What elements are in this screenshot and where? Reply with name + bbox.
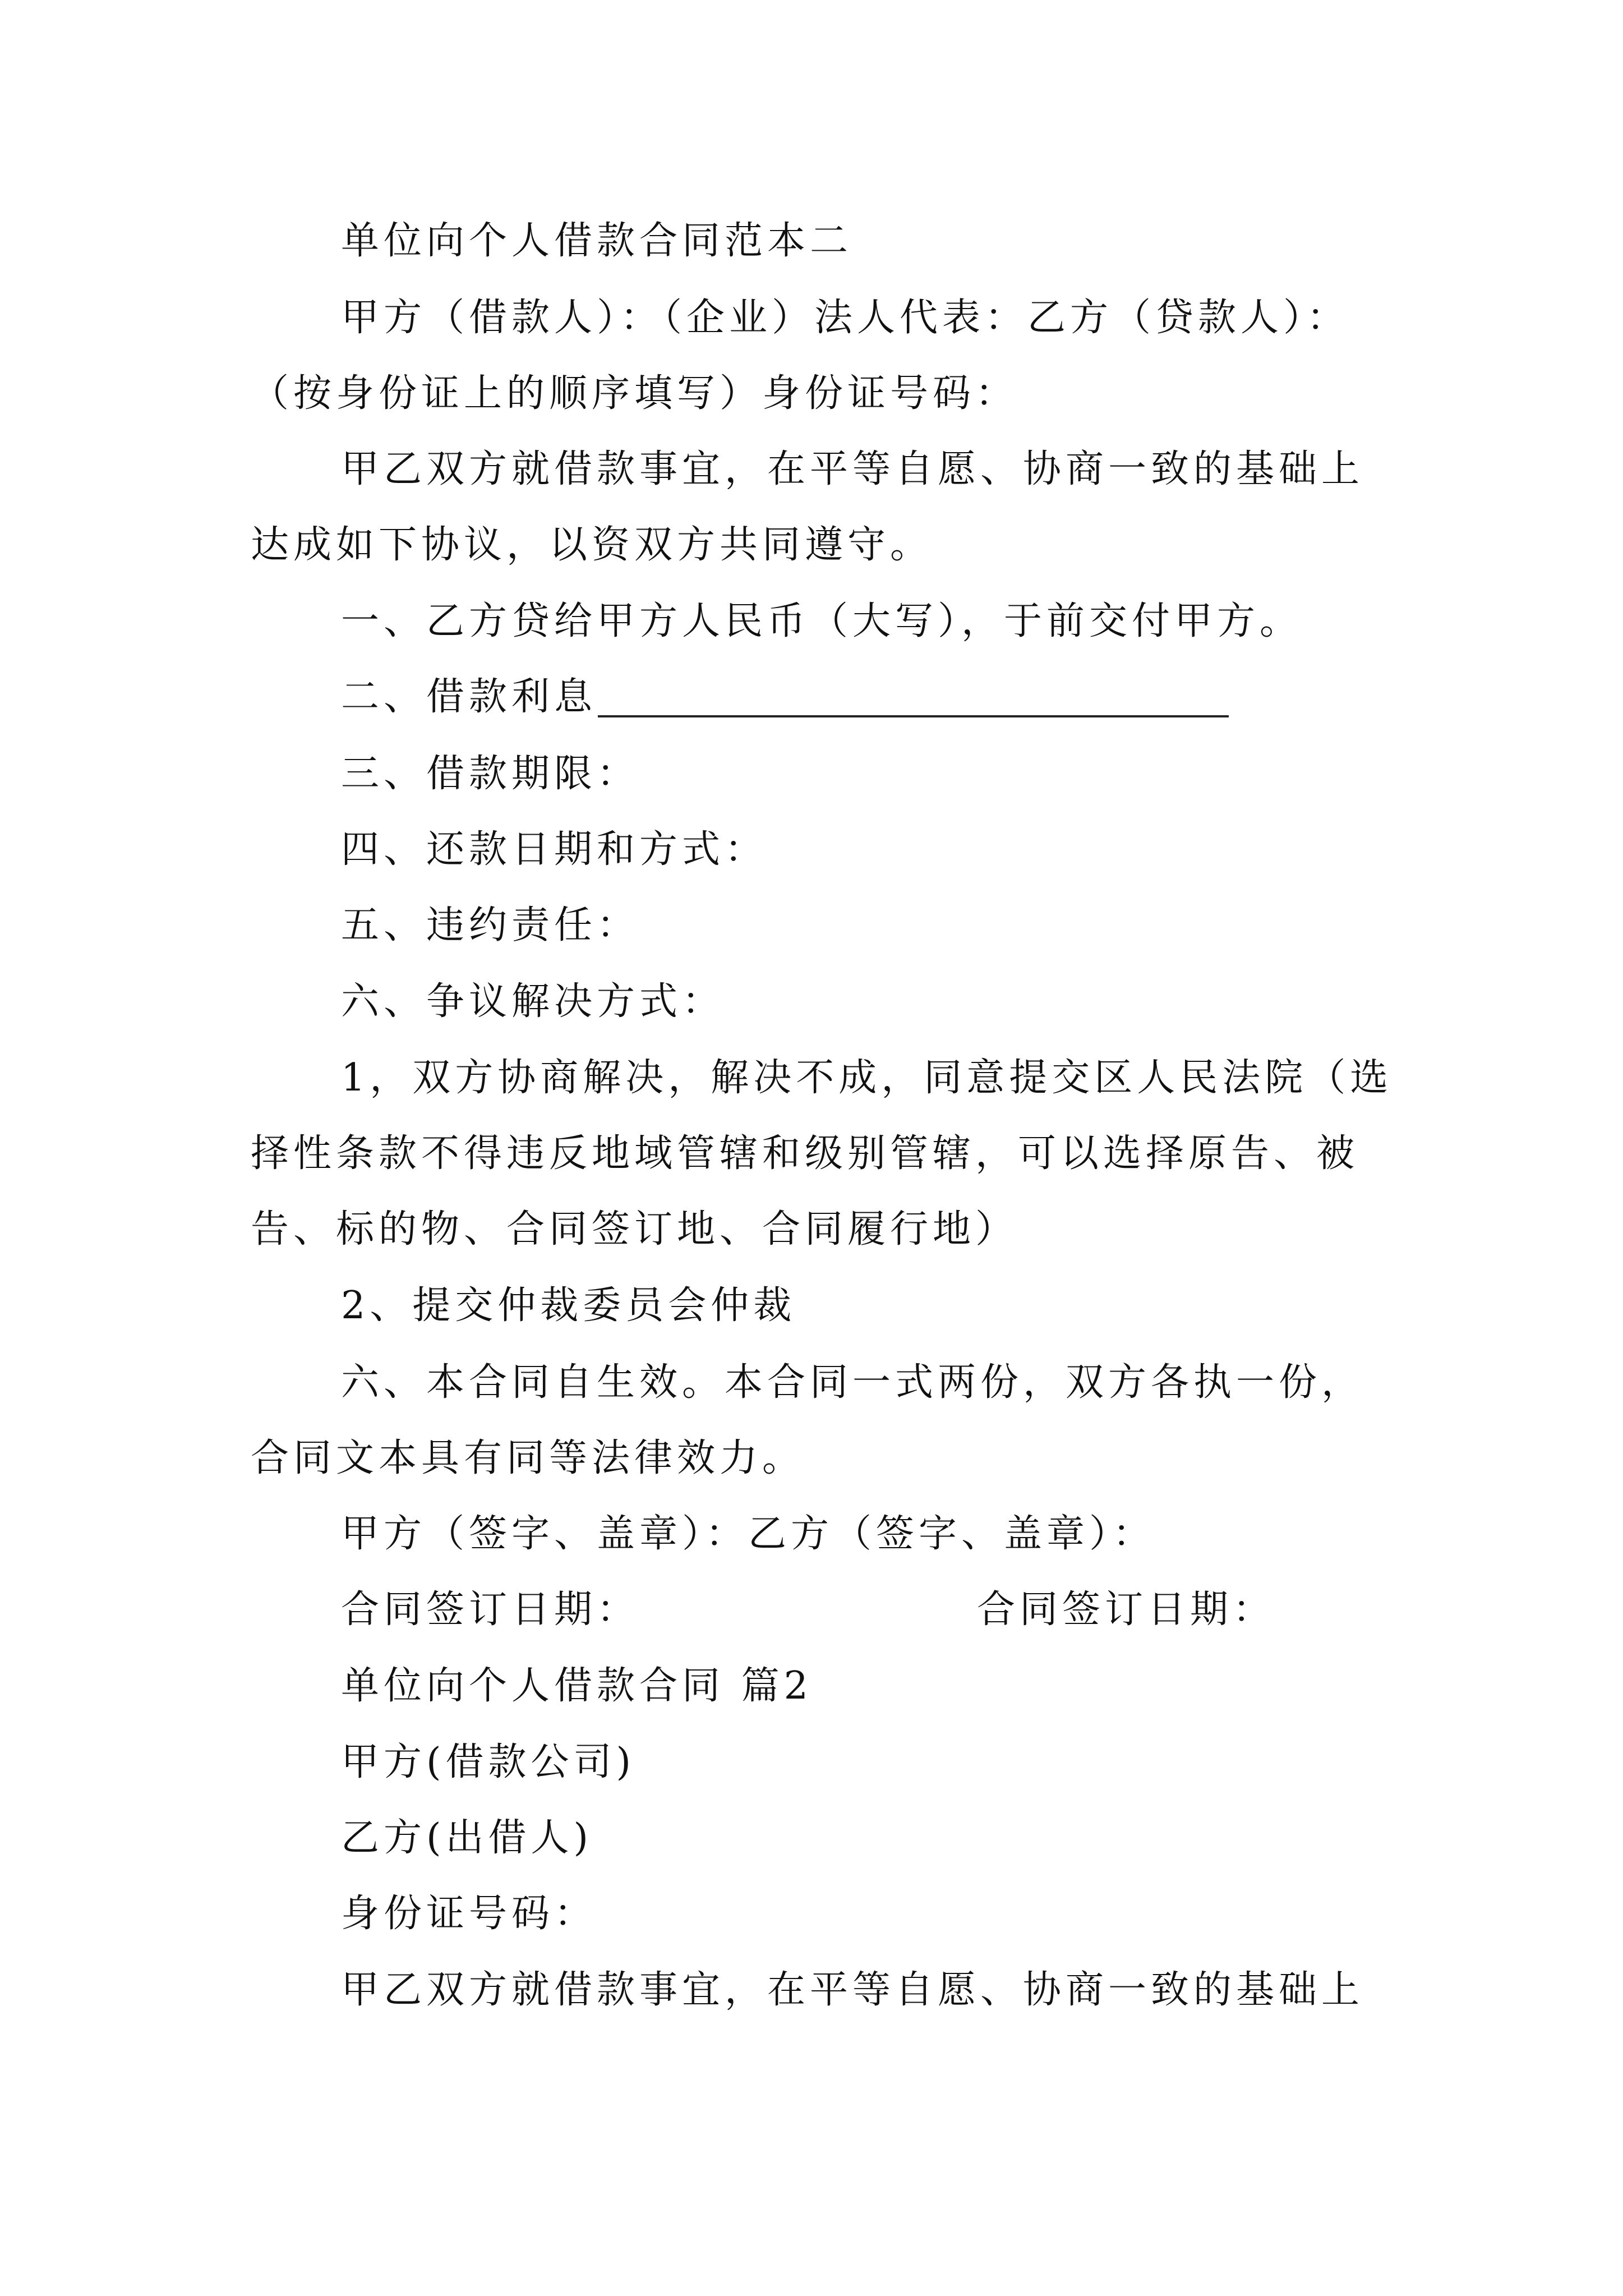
party-a-line: 甲方(借款公司) xyxy=(341,1740,636,1784)
id-number-line: 身份证号码： xyxy=(341,1892,597,1936)
sub-clause-1: 1，双方协商解决，解决不成，同意提交区人民法院（选 xyxy=(341,1056,1393,1100)
clause-6: 六、争议解决方式： xyxy=(341,979,725,1024)
paragraph-line: 甲乙双方就借款事宜，在平等自愿、协商一致的基础上 xyxy=(341,1968,1364,2012)
clause-3: 三、借款期限： xyxy=(341,752,640,796)
paragraph-line: 告、标的物、合同签订地、合同履行地） xyxy=(251,1207,1018,1251)
party-b-line: 乙方(出借人) xyxy=(341,1816,593,1860)
paragraph-line: 合同文本具有同等法律效力。 xyxy=(251,1436,805,1480)
signature-line: 甲方（签字、盖章）：乙方（签字、盖章）： xyxy=(341,1512,1156,1556)
clause-1: 一、乙方贷给甲方人民币（大写），于前交付甲方。 xyxy=(341,599,1303,643)
sub-clause-2: 2、提交仲裁委员会仲裁 xyxy=(341,1283,796,1328)
clause-4: 四、还款日期和方式： xyxy=(341,827,768,872)
clause-2-label: 二、借款利息 xyxy=(341,675,597,719)
sign-date-left: 合同签订日期： xyxy=(341,1588,640,1632)
paragraph-line: 甲乙双方就借款事宜，在平等自愿、协商一致的基础上 xyxy=(341,447,1364,491)
id-line: （按身份证上的顺序填写）身份证号码： xyxy=(251,371,1018,416)
section-title: 单位向个人借款合同 篇2 xyxy=(341,1664,813,1708)
sign-date-line xyxy=(341,1588,1407,1632)
party-line: 甲方（借款人）：（企业）法人代表：乙方（贷款人）： xyxy=(341,296,1350,340)
fill-in-blank-line xyxy=(598,715,1229,717)
clause-2 xyxy=(341,675,1407,720)
clause-5: 五、违约责任： xyxy=(341,903,640,947)
paragraph-line: 达成如下协议，以资双方共同遵守。 xyxy=(251,523,933,567)
paragraph-line: 择性条款不得违反地域管辖和级别管辖，可以选择原告、被 xyxy=(251,1131,1359,1176)
effect-clause: 六、本合同自生效。本合同一式两份，双方各执一份， xyxy=(341,1360,1364,1405)
document-title: 单位向个人借款合同范本二 xyxy=(341,219,853,263)
sign-date-right: 合同签订日期： xyxy=(977,1588,1276,1632)
